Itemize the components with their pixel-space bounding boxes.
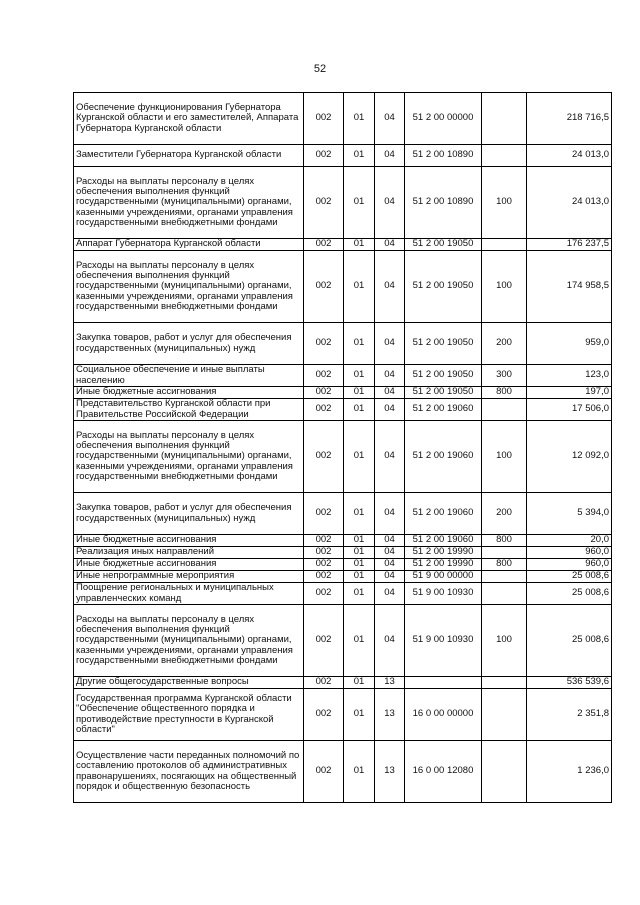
row-vr-cell <box>482 689 527 741</box>
row-sum-cell: 174 958,5 <box>527 251 612 323</box>
row-name-cell: Государственная программа Курганской области "Обеспечение общественного порядка и противодействие преступности в Курганской области" <box>74 689 304 741</box>
table-row <box>74 145 612 167</box>
row-pr-cell: 04 <box>375 167 405 239</box>
row-name-cell: Заместители Губернатора Курганской области <box>74 145 304 167</box>
row-rz-cell: 01 <box>344 239 375 251</box>
row-rz-cell: 01 <box>344 387 375 399</box>
row-sum-cell: 960,0 <box>527 559 612 571</box>
row-vr-cell <box>482 583 527 605</box>
table-row <box>74 387 612 399</box>
row-csr-cell: 51 2 00 00000 <box>405 93 482 145</box>
row-csr-cell: 51 2 00 19050 <box>405 239 482 251</box>
row-vr-cell: 100 <box>482 251 527 323</box>
table-row <box>74 365 612 387</box>
row-csr-cell: 16 0 00 12080 <box>405 741 482 803</box>
table-row <box>74 399 612 421</box>
row-rz-cell: 01 <box>344 559 375 571</box>
table-row <box>74 689 612 741</box>
row-vr-cell: 100 <box>482 167 527 239</box>
row-ved-cell: 002 <box>304 571 344 583</box>
row-ved-cell: 002 <box>304 559 344 571</box>
row-ved-cell: 002 <box>304 605 344 677</box>
row-pr-cell: 04 <box>375 145 405 167</box>
row-vr-cell <box>482 399 527 421</box>
row-csr-cell: 51 2 00 19060 <box>405 493 482 535</box>
row-sum-cell: 25 008,6 <box>527 571 612 583</box>
table-row <box>74 93 612 145</box>
row-sum-cell: 959,0 <box>527 323 612 365</box>
row-ved-cell: 002 <box>304 547 344 559</box>
table-row <box>74 239 612 251</box>
row-csr-cell: 51 9 00 00000 <box>405 571 482 583</box>
row-pr-cell: 04 <box>375 239 405 251</box>
table-row <box>74 167 612 239</box>
row-name-cell: Иные бюджетные ассигнования <box>74 535 304 547</box>
row-name-cell: Иные бюджетные ассигнования <box>74 387 304 399</box>
row-ved-cell: 002 <box>304 145 344 167</box>
row-rz-cell: 01 <box>344 493 375 535</box>
row-csr-cell: 51 2 00 19990 <box>405 547 482 559</box>
row-name-cell: Реализация иных направлений <box>74 547 304 559</box>
row-sum-cell: 2 351,8 <box>527 689 612 741</box>
row-ved-cell: 002 <box>304 689 344 741</box>
row-csr-cell: 51 9 00 10930 <box>405 583 482 605</box>
row-ved-cell: 002 <box>304 677 344 689</box>
row-ved-cell: 002 <box>304 365 344 387</box>
row-name-cell: Осуществление части переданных полномочий по составлению протоколов об административных правонарушениях, посягающих на общественный порядок и общественную безопасность <box>74 741 304 803</box>
row-name-cell: Представительство Курганской области при Правительстве Российской Федерации <box>74 399 304 421</box>
row-ved-cell: 002 <box>304 741 344 803</box>
row-ved-cell: 002 <box>304 239 344 251</box>
row-name-cell: Закупка товаров, работ и услуг для обеспечения государственных (муниципальных) нужд <box>74 323 304 365</box>
row-vr-cell <box>482 93 527 145</box>
row-pr-cell: 04 <box>375 421 405 493</box>
budget-table <box>73 92 612 803</box>
row-rz-cell: 01 <box>344 535 375 547</box>
row-sum-cell: 123,0 <box>527 365 612 387</box>
row-rz-cell: 01 <box>344 571 375 583</box>
row-csr-cell: 51 2 00 19060 <box>405 399 482 421</box>
row-rz-cell: 01 <box>344 741 375 803</box>
row-name-cell: Расходы на выплаты персоналу в целях обеспечения выполнения функций государственными (муниципальными) органами, казенными учреждениями, органами управления государственными внебюджетными фондами <box>74 251 304 323</box>
row-pr-cell: 04 <box>375 605 405 677</box>
row-rz-cell: 01 <box>344 547 375 559</box>
row-rz-cell: 01 <box>344 145 375 167</box>
row-csr-cell <box>405 677 482 689</box>
row-vr-cell: 800 <box>482 559 527 571</box>
row-name-cell: Иные бюджетные ассигнования <box>74 559 304 571</box>
row-vr-cell <box>482 145 527 167</box>
row-sum-cell: 1 236,0 <box>527 741 612 803</box>
row-name-cell: Другие общегосударственные вопросы <box>74 677 304 689</box>
row-name-cell: Расходы на выплаты персоналу в целях обеспечения выполнения функций государственными (муниципальными) органами, казенными учреждениями, органами управления государственными внебюджетными фондами <box>74 167 304 239</box>
row-csr-cell: 51 9 00 10930 <box>405 605 482 677</box>
table-row <box>74 421 612 493</box>
table-row <box>74 571 612 583</box>
row-vr-cell: 200 <box>482 323 527 365</box>
table-row <box>74 547 612 559</box>
row-name-cell: Расходы на выплаты персоналу в целях обеспечения выполнения функций государственными (муниципальными) органами, казенными учреждениями, органами управления государственными внебюджетными фондами <box>74 605 304 677</box>
row-rz-cell: 01 <box>344 677 375 689</box>
table-row <box>74 559 612 571</box>
row-sum-cell: 25 008,6 <box>527 605 612 677</box>
row-name-cell: Расходы на выплаты персоналу в целях обеспечения выполнения функций государственными (муниципальными) органами, казенными учреждениями, органами управления государственными внебюджетными фондами <box>74 421 304 493</box>
table-row <box>74 323 612 365</box>
row-vr-cell: 300 <box>482 365 527 387</box>
row-ved-cell: 002 <box>304 167 344 239</box>
row-csr-cell: 51 2 00 19050 <box>405 387 482 399</box>
row-sum-cell: 20,0 <box>527 535 612 547</box>
budget-table-body <box>74 93 612 803</box>
row-vr-cell <box>482 547 527 559</box>
table-row <box>74 605 612 677</box>
row-rz-cell: 01 <box>344 399 375 421</box>
row-vr-cell: 100 <box>482 605 527 677</box>
row-rz-cell: 01 <box>344 583 375 605</box>
row-vr-cell <box>482 571 527 583</box>
row-sum-cell: 5 394,0 <box>527 493 612 535</box>
row-sum-cell: 12 092,0 <box>527 421 612 493</box>
table-row <box>74 583 612 605</box>
row-rz-cell: 01 <box>344 93 375 145</box>
row-ved-cell: 002 <box>304 493 344 535</box>
row-pr-cell: 04 <box>375 583 405 605</box>
row-vr-cell: 800 <box>482 535 527 547</box>
row-vr-cell: 800 <box>482 387 527 399</box>
row-vr-cell: 200 <box>482 493 527 535</box>
row-ved-cell: 002 <box>304 251 344 323</box>
row-csr-cell: 51 2 00 19050 <box>405 365 482 387</box>
row-sum-cell: 218 716,5 <box>527 93 612 145</box>
row-ved-cell: 002 <box>304 421 344 493</box>
row-vr-cell <box>482 239 527 251</box>
row-ved-cell: 002 <box>304 323 344 365</box>
row-csr-cell: 16 0 00 00000 <box>405 689 482 741</box>
table-row <box>74 741 612 803</box>
row-sum-cell: 24 013,0 <box>527 145 612 167</box>
row-sum-cell: 17 506,0 <box>527 399 612 421</box>
row-vr-cell <box>482 741 527 803</box>
row-rz-cell: 01 <box>344 689 375 741</box>
row-ved-cell: 002 <box>304 387 344 399</box>
row-ved-cell: 002 <box>304 93 344 145</box>
row-ved-cell: 002 <box>304 583 344 605</box>
row-pr-cell: 04 <box>375 93 405 145</box>
row-sum-cell: 24 013,0 <box>527 167 612 239</box>
row-vr-cell: 100 <box>482 421 527 493</box>
row-rz-cell: 01 <box>344 251 375 323</box>
row-sum-cell: 197,0 <box>527 387 612 399</box>
table-row <box>74 677 612 689</box>
table-row <box>74 251 612 323</box>
row-pr-cell: 13 <box>375 689 405 741</box>
row-pr-cell: 04 <box>375 387 405 399</box>
table-row <box>74 493 612 535</box>
row-rz-cell: 01 <box>344 605 375 677</box>
row-rz-cell: 01 <box>344 365 375 387</box>
row-ved-cell: 002 <box>304 535 344 547</box>
row-csr-cell: 51 2 00 19060 <box>405 535 482 547</box>
row-sum-cell: 25 008,6 <box>527 583 612 605</box>
row-csr-cell: 51 2 00 10890 <box>405 145 482 167</box>
row-ved-cell: 002 <box>304 399 344 421</box>
page-number: 52 <box>313 63 327 75</box>
row-csr-cell: 51 2 00 19050 <box>405 323 482 365</box>
row-pr-cell: 04 <box>375 493 405 535</box>
row-pr-cell: 04 <box>375 535 405 547</box>
row-pr-cell: 04 <box>375 399 405 421</box>
row-sum-cell: 536 539,6 <box>527 677 612 689</box>
row-pr-cell: 13 <box>375 677 405 689</box>
row-name-cell: Обеспечение функционирования Губернатора Курганской области и его заместителей, Аппарата Губернатора Курганской области <box>74 93 304 145</box>
row-pr-cell: 04 <box>375 571 405 583</box>
row-rz-cell: 01 <box>344 323 375 365</box>
row-sum-cell: 176 237,5 <box>527 239 612 251</box>
row-sum-cell: 960,0 <box>527 547 612 559</box>
row-vr-cell <box>482 677 527 689</box>
row-pr-cell: 04 <box>375 365 405 387</box>
row-rz-cell: 01 <box>344 167 375 239</box>
row-csr-cell: 51 2 00 19060 <box>405 421 482 493</box>
row-pr-cell: 04 <box>375 323 405 365</box>
row-pr-cell: 04 <box>375 251 405 323</box>
row-name-cell: Аппарат Губернатора Курганской области <box>74 239 304 251</box>
row-csr-cell: 51 2 00 19990 <box>405 559 482 571</box>
row-csr-cell: 51 2 00 19050 <box>405 251 482 323</box>
row-name-cell: Социальное обеспечение и иные выплаты населению <box>74 365 304 387</box>
row-pr-cell: 04 <box>375 547 405 559</box>
row-csr-cell: 51 2 00 10890 <box>405 167 482 239</box>
row-rz-cell: 01 <box>344 421 375 493</box>
row-name-cell: Иные непрограммные мероприятия <box>74 571 304 583</box>
row-name-cell: Поощрение региональных и муниципальных управленческих команд <box>74 583 304 605</box>
table-row <box>74 535 612 547</box>
row-pr-cell: 13 <box>375 741 405 803</box>
row-pr-cell: 04 <box>375 559 405 571</box>
row-name-cell: Закупка товаров, работ и услуг для обеспечения государственных (муниципальных) нужд <box>74 493 304 535</box>
